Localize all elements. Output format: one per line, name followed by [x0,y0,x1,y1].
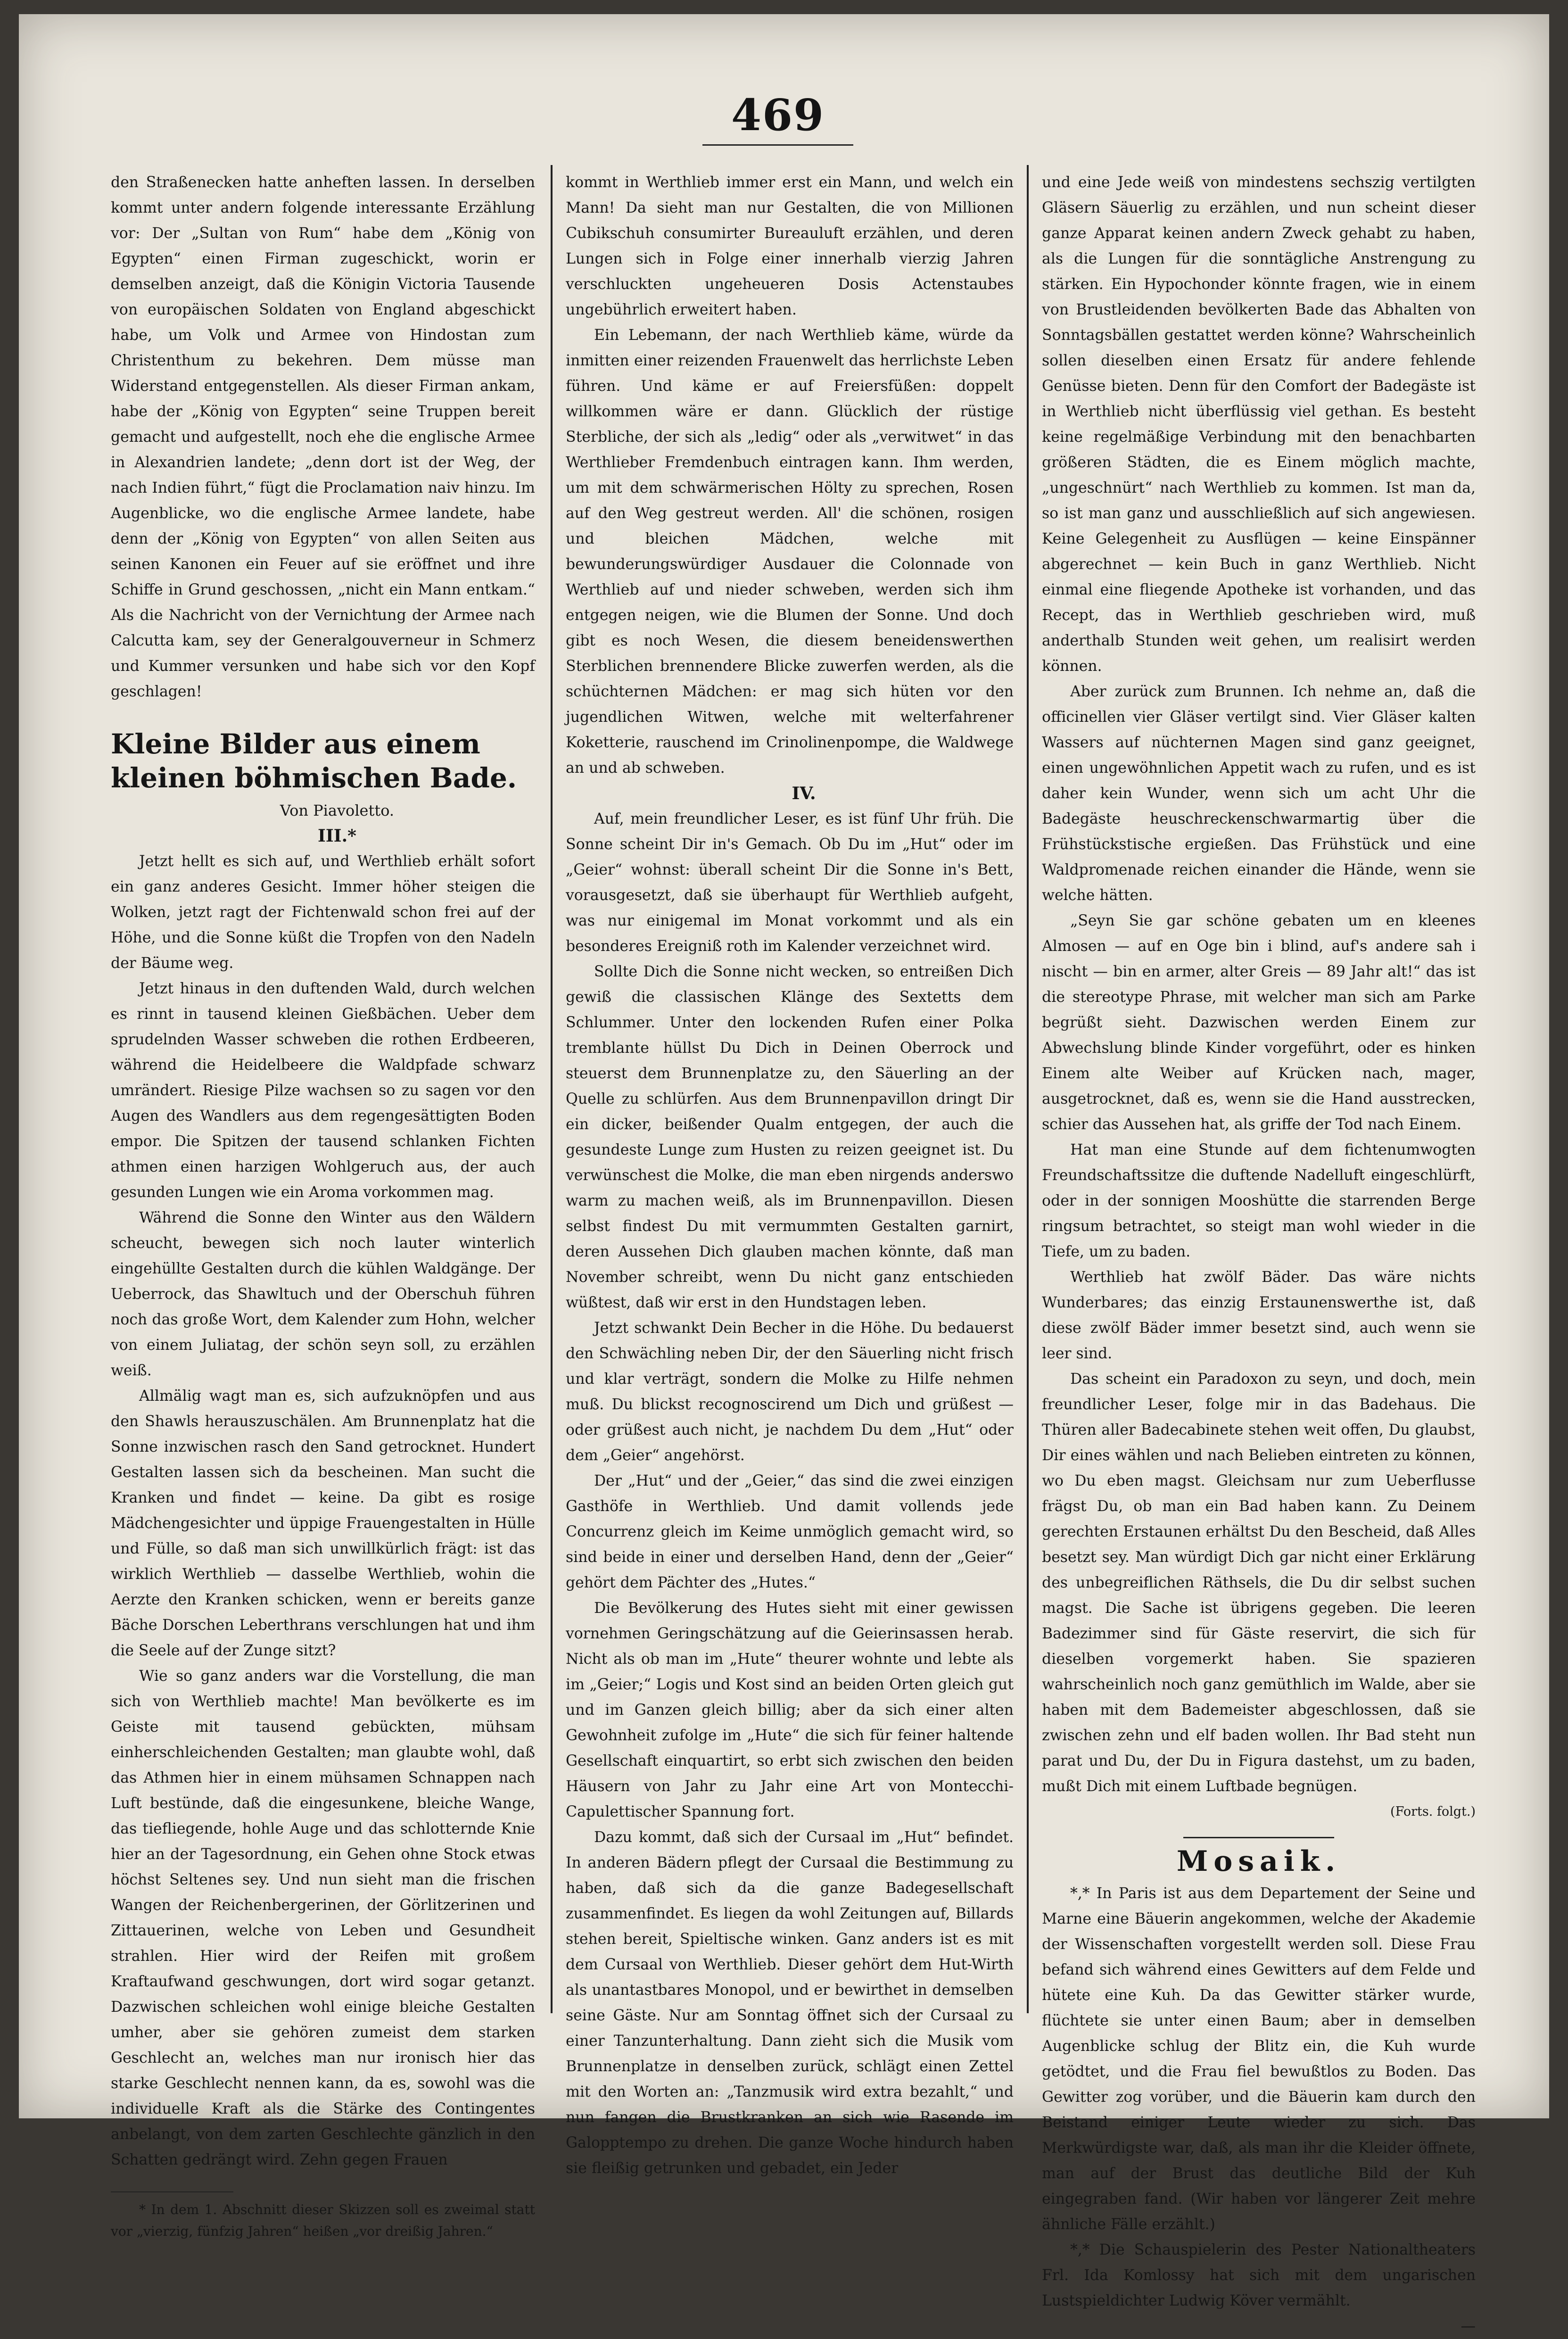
paragraph: Jetzt hellt es sich auf, und Werthlieb erhält sofort ein ganz anderes Gesicht. Immer höher steigen die Wolken, jetzt ragt der Fichtenwald schon frei auf der Höhe, und die Sonne küßt die Tropfen von den Nadeln der Bäume weg. [111,853,535,972]
paragraph: Jetzt hinaus in den duftenden Wald, durch welchen es rinnt in tausend kleinen Gießbächen. Ueber dem sprudelnden Wasser schweben die rothen Erdbeeren, während die Heidelbeere die Waldpfade schwarz umrändert. Riesige Pilze wachsen so zu sagen vor den Augen des Wandlers aus dem regengesättigten Boden empor. Die Spitzen der tausend schlanken Fichten athmen einen harzigen Wohlgeruch aus, der auch gesunden Lungen wie ein Aroma vorkommen mag. [111,980,535,1201]
paragraph: Auf, mein freundlicher Leser, es ist fünf Uhr früh. Die Sonne scheint Dir in's Gemach. Ob Du im „Hut“ oder im „Geier“ wohnst: überall scheint Dir die Sonne in's Bett, vorausgesetzt, daß sie überhaupt für Werthlieb aufgeht, was nur einigemal im Monat vorkommt und als ein besonderes Ereigniß roth im Kalender verzeichnet wird. [566,810,1014,955]
column-1 [111,170,535,2242]
footnote: * In dem 1. Abschnitt dieser Skizzen soll es zweimal statt vor „vierzig, fünfzig Jahren“ heißen „vor dreißig Jahren.“ [111,2202,535,2239]
paragraph: Ein Lebemann, der nach Werthlieb käme, würde da inmitten einer reizenden Frauenwelt das herrlichste Leben führen. Und käme er auf Freiersfüßen: doppelt willkommen wäre er dann. Glücklich der rüstige Sterbliche, der sich als „ledig“ oder als „verwitwet“ in das Werthlieber Fremdenbuch eintragen kann. Ihm werden, um mit dem schwärmerischen Hölty zu sprechen, Rosen auf den Weg gestreut werden. All' die schönen, rosigen und bleichen Mädchen, welche mit bewunderungswürdiger Ausdauer die Colonnade von Werthlieb auf und nieder schweben, werden sich ihm entgegen neigen, wie die Blumen der Sonne. Und doch gibt es noch Wesen, die diesem beneidenswerthen Sterblichen brennendere Blicke zuwerfen werden, als die schüchternen Mädchen: er mag sich hüten vor den jugendlichen Witwen, welche mit welterfahrener Koketterie, rauschend im Crinolinenpompe, die Waldwege an und ab schweben. [566,327,1014,777]
paragraph: kommt in Werthlieb immer erst ein Mann, und welch ein Mann! Da sieht man nur Gestalten, die von Millionen Cubikschuh consumirter Bureauluft erzählen, und deren Lungen sich in Folge einer innerhalb vierzig Jahren verschluckten ungeheueren Dosis Actenstaubes ungebührlich erweitert haben. [566,174,1014,318]
paragraph: Die Bevölkerung des Hutes sieht mit einer gewissen vornehmen Geringschätzung auf die Geierinsassen herab. Nicht als ob man im „Hute“ theurer wohnte und lebte als im „Geier;“ Logis und Kost sind an beiden Orten gleich gut und im Ganzen gleich billig; aber da sich einer alten Gewohnheit zufolge im „Hute“ die sich für feiner haltende Gesellschaft einquartirt, so erbt sich zwischen den beiden Häusern von Jahr zu Jahr eine Art von Montecchi-Capulettischer Spannung fort. [566,1600,1014,1820]
byline: Von Piavoletto. [280,802,395,819]
paragraph: Hat man eine Stunde auf dem fichtenumwogten Freundschaftssitze die duftende Nadelluft eingeschlürft, oder in der sonnigen Mooshütte die starrenden Berge ringsum betrachtet, so steigt man wohl wieder in die Tiefe, um zu baden. [1042,1141,1476,1260]
section-number: IV. [792,784,816,803]
section-number: III.* [318,826,356,846]
paragraph: Während die Sonne den Winter aus den Wäldern scheucht, bewegen sich noch lauter winterlich eingehüllte Gestalten durch die kühlen Waldgänge. Der Ueberrock, das Shawltuch und der Oberschuh führen noch das große Wort, dem Kalender zum Hohn, welcher von einem Juliatag, der schön seyn soll, zu erzählen weiß. [111,1209,535,1379]
news-item: *,* In Paris ist aus dem Departement der Seine und Marne eine Bäuerin angekommen, welche der Akademie der Wissenschaften vorgestellt werden soll. Diese Frau befand sich während eines Gewitters auf dem Felde und hütete eine Kuh. Da das Gewitter stärker wurde, flüchtete sie unter einen Baum; aber in demselben Augenblicke schlug der Blitz ein, die Kuh wurde getödtet, und die Frau fiel bewußtlos zu Boden. Das Gewitter zog vorüber, und die Bäuerin kam durch den Beistand einiger Leute wieder zu sich. Das Merkwürdigste war, daß, als man ihr die Kleider öffnete, man auf der Brust das deutliche Bild der Kuh eingegraben fand. (Wir haben vor längerer Zeit mehre ähnliche Fälle erzählt.) [1042,1885,1476,2233]
column-rule-right [1027,165,1029,2013]
paragraph: Sollte Dich die Sonne nicht wecken, so entreißen Dich gewiß die classischen Klänge des Sextetts dem Schlummer. Unter den lockenden Rufen einer Polka tremblante hüllst Du Dich in Deinen Oberrock und steuerst dem Brunnenplatze zu, den Säuerling an der Quelle zu schlürfen. Aus dem Brunnenpavillon dringt Dir ein dicker, beißender Qualm entgegen, der auch die gesundeste Lunge zum Husten zu reizen geeignet ist. Du verwünschest die Molke, die man eben nirgends anderswo warm zu machen weiß, als im Brunnenpavillon. Diesen selbst findest Du mit vermummten Gestalten garnirt, deren Aussehen Dich glauben machen könnte, daß man November schreibt, wenn Du nicht ganz entschieden wüßtest, daß wir erst in den Hundstagen leben. [566,963,1014,1311]
column-2 [566,170,1014,2181]
footnote-rule [111,2191,233,2192]
news-item: *,* Die Schauspielerin des Pester Nationaltheaters Frl. Ida Komlossy hat sich mit dem ungarischen Lustspieldichter Ludwig Köver vermählt. [1042,2241,1476,2309]
paragraph: den Straßenecken hatte anheften lassen. In derselben kommt unter andern folgende interessante Erzählung vor: Der „Sultan von Rum“ habe dem „König von Egypten“ einen Firman zugeschickt, worin er demselben anzeigt, daß die Königin Victoria Tausende von europäischen Soldaten von England abgeschickt habe, um Volk und Armee von Hindostan zum Christenthum zu bekehren. Dem müsse man Widerstand entgegenstellen. Als dieser Firman ankam, habe der „König von Egypten“ seine Truppen bereit gemacht und aufgestellt, noch ehe die englische Armee in Alexandrien landete; „denn dort ist der Weg, der nach Indien führt,“ fügt die Proclamation naiv hinzu. Im Augenblicke, wo die englische Armee landete, habe denn der „König von Egypten“ von allen Seiten aus seinen Kanonen ein Feuer auf sie eröffnet und ihre Schiffe in Grund geschossen, „nicht ein Mann entkam.“ Als die Nachricht von der Vernichtung der Armee nach Calcutta kam, sey der Generalgouverneur in Schmerz und Kummer versunken und habe sich vor den Kopf geschlagen! [111,174,535,700]
paragraph: Jetzt schwankt Dein Becher in die Höhe. Du bedauerst den Schwächling neben Dir, der den Säuerling nicht frisch und klar verträgt, sondern die Molke zu Hilfe nehmen muß. Du blickst recognoscirend um Dich und grüßest — oder grüßest auch nicht, je nachdem Du dem „Hut“ oder dem „Geier“ angehörst. [566,1320,1014,1464]
paragraph: Werthlieb hat zwölf Bäder. Das wäre nichts Wunderbares; das einzig Erstaunenswerthe ist, daß diese zwölf Bäder immer besetzt sind, auch wenn sie leer sind. [1042,1269,1476,1362]
column-3 [1042,170,1476,2339]
paragraph: Der „Hut“ und der „Geier,“ das sind die zwei einzigen Gasthöfe in Werthlieb. Und damit vollends jede Concurrenz gleich im Keime unmöglich gemacht wird, so sind beide in einer und derselben Hand, denn der „Geier“ gehört dem Pächter des „Hutes.“ [566,1472,1014,1591]
newspaper-page [19,14,1549,2335]
continued-note: (Forts. folgt.) [1390,1804,1476,1819]
section-title-mosaik: Mosaik. [1176,1845,1341,1878]
paragraph: Das scheint ein Paradoxon zu seyn, und doch, mein freundlicher Leser, folge mir in das Badehaus. Die Thüren aller Badecabinete stehen weit offen, Du glaubst, Dir eines wählen und nach Belieben eintreten zu können, wo Du eben magst. Gleichsam nur zum Ueberflusse frägst Du, ob man ein Bad haben kann. Zu Deinem gerechten Erstaunen erhältst Du den Bescheid, daß Alles besetzt sey. Man würdigt Dich gar nicht einer Erklärung des unbegreiflichen Räthsels, die Du dir selbst suchen magst. Die Sache ist übrigens gegeben. Die leeren Badezimmer sind für Gäste reservirt, die sich für dieselben vorgemerkt haben. Sie spazieren wahrscheinlich noch ganz gemüthlich im Walde, aber sie haben mit dem Bademeister abgeschlossen, daß sie zwischen zehn und elf baden wollen. Ihr Bad steht nun parat und Du, der Du in Figura dastehst, um zu baden, mußt Dich mit einem Luftbade begnügen. [1042,1371,1476,1795]
end-dash: — [1461,2318,1476,2335]
paragraph: „Seyn Sie gar schöne gebaten um en kleenes Almosen — auf en Oge bin i blind, auf's andere sah i nischt — bin en armer, alter Greis — 89 Jahr alt!“ das ist die stereotype Phrase, mit welcher man sich am Parke begrüßt sieht. Dazwischen werden Einem zur Abwechslung blinde Kinder vorgeführt, oder es hinken Einem alte Weiber auf Krücken nach, mager, ausgetrocknet, daß es, wenn sie die Hand ausstrecken, schier das Aussehen hat, als griffe der Tod nach Einem. [1042,912,1476,1133]
page-number: 469 [731,90,825,141]
paragraph: Aber zurück zum Brunnen. Ich nehme an, daß die officinellen vier Gläser vertilgt sind. Vier Gläser kalten Wassers auf nüchternen Magen sind ganz geeignet, einen ungewöhnlichen Appetit wach zu rufen, und es ist daher kein Wunder, wenn sich um acht Uhr die Badegäste heuschreckenschwarmartig über die Frühstückstische ergießen. Das Frühstück und eine Waldpromenade reichen einander die Hände, wenn sie welche hätten. [1042,683,1476,904]
header-rule [702,144,853,146]
paragraph: Allmälig wagt man es, sich aufzuknöpfen und aus den Shawls herauszuschälen. Am Brunnenplatz hat die Sonne inzwischen rasch den Sand getrocknet. Hundert Gestalten lassen sich da bescheinen. Man sucht die Kranken und findet — keine. Da gibt es rosige Mädchengesichter und üppige Frauengestalten in Hülle und Fülle, so daß man sich unwillkürlich frägt: ist das wirklich Werthlieb — dasselbe Werthlieb, wohin die Aerzte den Kranken schicken, wenn er bereits ganze Bäche Dorschen Leberthrans verschlungen hat und ihm die Seele auf der Zunge sitzt? [111,1388,535,1659]
paragraph: Dazu kommt, daß sich der Cursaal im „Hut“ befindet. In anderen Bädern pflegt der Cursaal die Bestimmung zu haben, daß sich da die ganze Badegesellschaft zusammenfindet. Es liegen da wohl Zeitungen auf, Billards stehen bereit, Spieltische winken. Ganz anders ist es mit dem Cursaal von Werthlieb. Dieser gehört dem Hut-Wirth als unantastbares Monopol, und er bewirthet in demselben seine Gäste. Nur am Sonntag öffnet sich der Cursaal zu einer Tanzunterhaltung. Dann zieht sich die Musik vom Brunnenplatze in denselben zurück, schlägt einen Zettel mit den Worten an: „Tanzmusik wird extra bezahlt,“ und nun fangen die Brustkranken an sich wie Rasende im Galopptempo zu drehen. Die ganze Woche hindurch haben sie fleißig getrunken und gebadet, ein Jeder [566,1829,1014,2177]
paragraph: und eine Jede weiß von mindestens sechszig vertilgten Gläsern Säuerlig zu erzählen, und nun scheint dieser ganze Apparat keinen andern Zweck gehabt zu haben, als die Lungen für die sonntägliche Anstrengung zu stärken. Ein Hypochonder könnte fragen, wie in einem von Brustleidenden bevölkerten Bade das Abhalten von Sonntagsbällen gestattet werden könne? Wahrscheinlich sollen dieselben einen Ersatz für andere fehlende Genüsse bieten. Denn für den Comfort der Badegäste ist in Werthlieb nicht überflüssig viel gethan. Es besteht keine regelmäßige Verbindung mit den benachbarten größeren Städten, die es Einem möglich machte, „ungeschnürt“ nach Werthlieb zu kommen. Ist man da, so ist man ganz und ausschließlich auf sich angewiesen. Keine Gelegenheit zu Ausflügen — keine Einspänner abgerechnet — kein Buch in ganz Werthlieb. Nicht einmal eine fliegende Apotheke ist vorhanden, und das Recept, das in Werthlieb geschrieben wird, muß anderthalb Stunden weit gehen, um realisirt werden können. [1042,174,1476,675]
section-separator [1183,1837,1334,1838]
column-rule-left [551,165,553,2013]
paragraph: Wie so ganz anders war die Vorstellung, die man sich von Werthlieb machte! Man bevölkerte es im Geiste mit tausend gebückten, mühsam einherschleichenden Gestalten; man glaubte wohl, daß das Athmen hier in einem mühsamen Schnappen nach Luft bestünde, daß die eingesunkene, bleiche Wange, das tiefliegende, hohle Auge und das schlotternde Knie hier an der Tagesordnung, ein Gehen ohne Stock etwas höchst Seltenes sey. Und nun sieht man die frischen Wangen der Reichenbergerinen, der Görlitzerinen und Zittauerinen, welche von Leben und Gesundheit strahlen. Hier wird der Reifen mit großem Kraftaufwand geschwungen, dort wird sogar getanzt. Dazwischen schleichen wohl einige bleiche Gestalten umher, aber sie gehören zumeist dem starken Geschlecht an, welches man nur ironisch hier das starke Geschlecht nennen kann, da es, sowohl was die individuelle Kraft als die Stärke des Contingentes anbelangt, von dem zarten Geschlechte gänzlich in den Schatten gedrängt wird. Zehn gegen Frauen [111,1668,535,2168]
article-title: Kleine Bilder aus einem kleinen böhmischen Bade. [111,728,517,794]
